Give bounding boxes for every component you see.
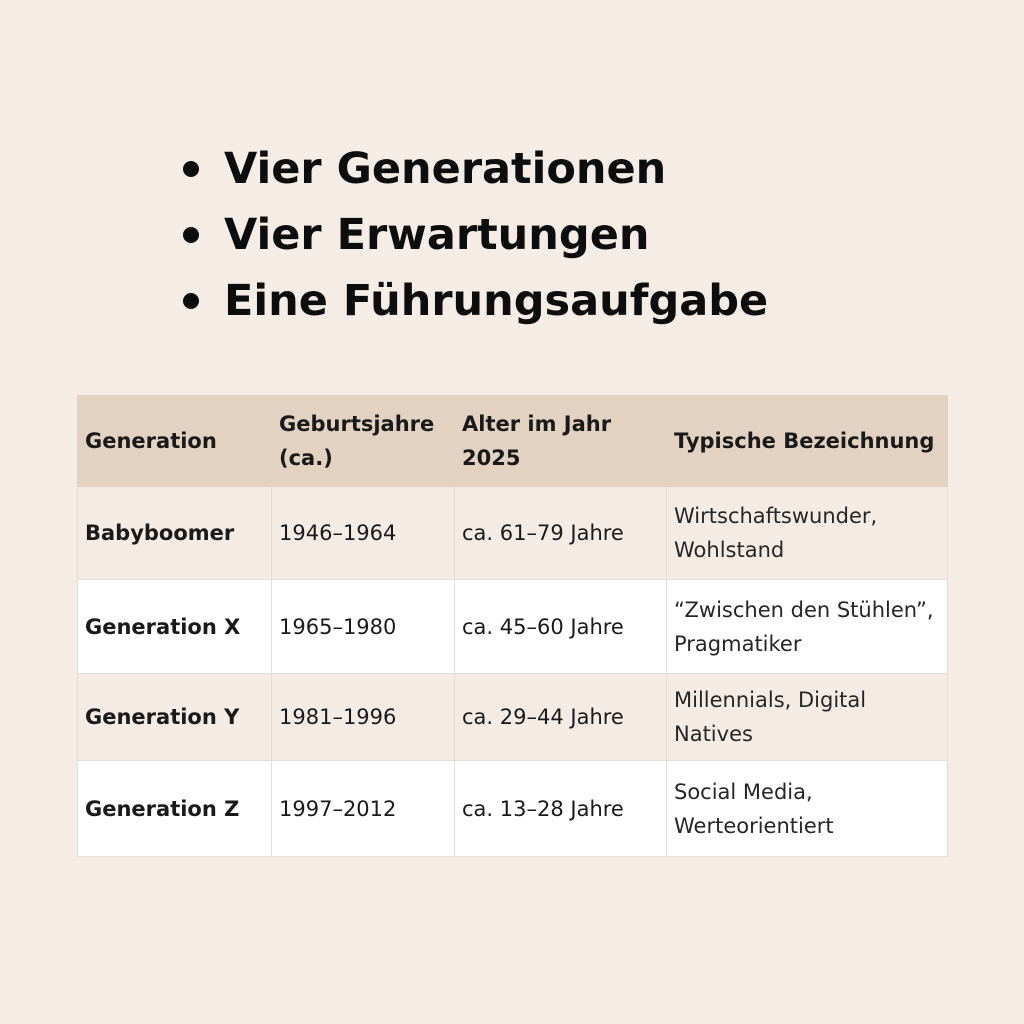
bullet-dot-icon [183, 227, 199, 243]
cell-bezeichnung: “Zwischen den Stühlen”, Pragmatiker [667, 580, 948, 674]
bullet-item [183, 268, 768, 334]
cell-bezeichnung: Millennials, Digital Natives [667, 674, 948, 761]
bullet-text: Vier Generationen [224, 144, 667, 194]
bullet-list [183, 136, 768, 334]
table-row [78, 761, 948, 857]
table-row [78, 674, 948, 761]
header-geburtsjahre: Geburtsjahre (ca.) [272, 396, 455, 487]
cell-alter: ca. 45–60 Jahre [455, 580, 667, 674]
bullet-item [183, 136, 768, 202]
cell-alter: ca. 13–28 Jahre [455, 761, 667, 857]
header-generation: Generation [78, 396, 272, 487]
bullet-dot-icon [183, 293, 199, 309]
cell-geburtsjahre: 1981–1996 [272, 674, 455, 761]
generations-table [77, 395, 948, 857]
cell-geburtsjahre: 1965–1980 [272, 580, 455, 674]
cell-generation: Generation Z [78, 761, 272, 857]
bullet-item [183, 202, 768, 268]
cell-generation: Generation Y [78, 674, 272, 761]
cell-geburtsjahre: 1946–1964 [272, 487, 455, 580]
bullet-text: Eine Führungsaufgabe [224, 276, 769, 326]
cell-generation: Generation X [78, 580, 272, 674]
cell-bezeichnung: Wirtschaftswunder, Wohlstand [667, 487, 948, 580]
bullet-text: Vier Erwartungen [224, 210, 650, 260]
cell-geburtsjahre: 1997–2012 [272, 761, 455, 857]
header-alter: Alter im Jahr 2025 [455, 396, 667, 487]
cell-bezeichnung: Social Media, Werteorientiert [667, 761, 948, 857]
table-header-row [78, 396, 948, 487]
cell-alter: ca. 29–44 Jahre [455, 674, 667, 761]
cell-alter: ca. 61–79 Jahre [455, 487, 667, 580]
header-bezeichnung: Typische Bezeichnung [667, 396, 948, 487]
bullet-dot-icon [183, 161, 199, 177]
table-row [78, 487, 948, 580]
table-row [78, 580, 948, 674]
cell-generation: Babyboomer [78, 487, 272, 580]
